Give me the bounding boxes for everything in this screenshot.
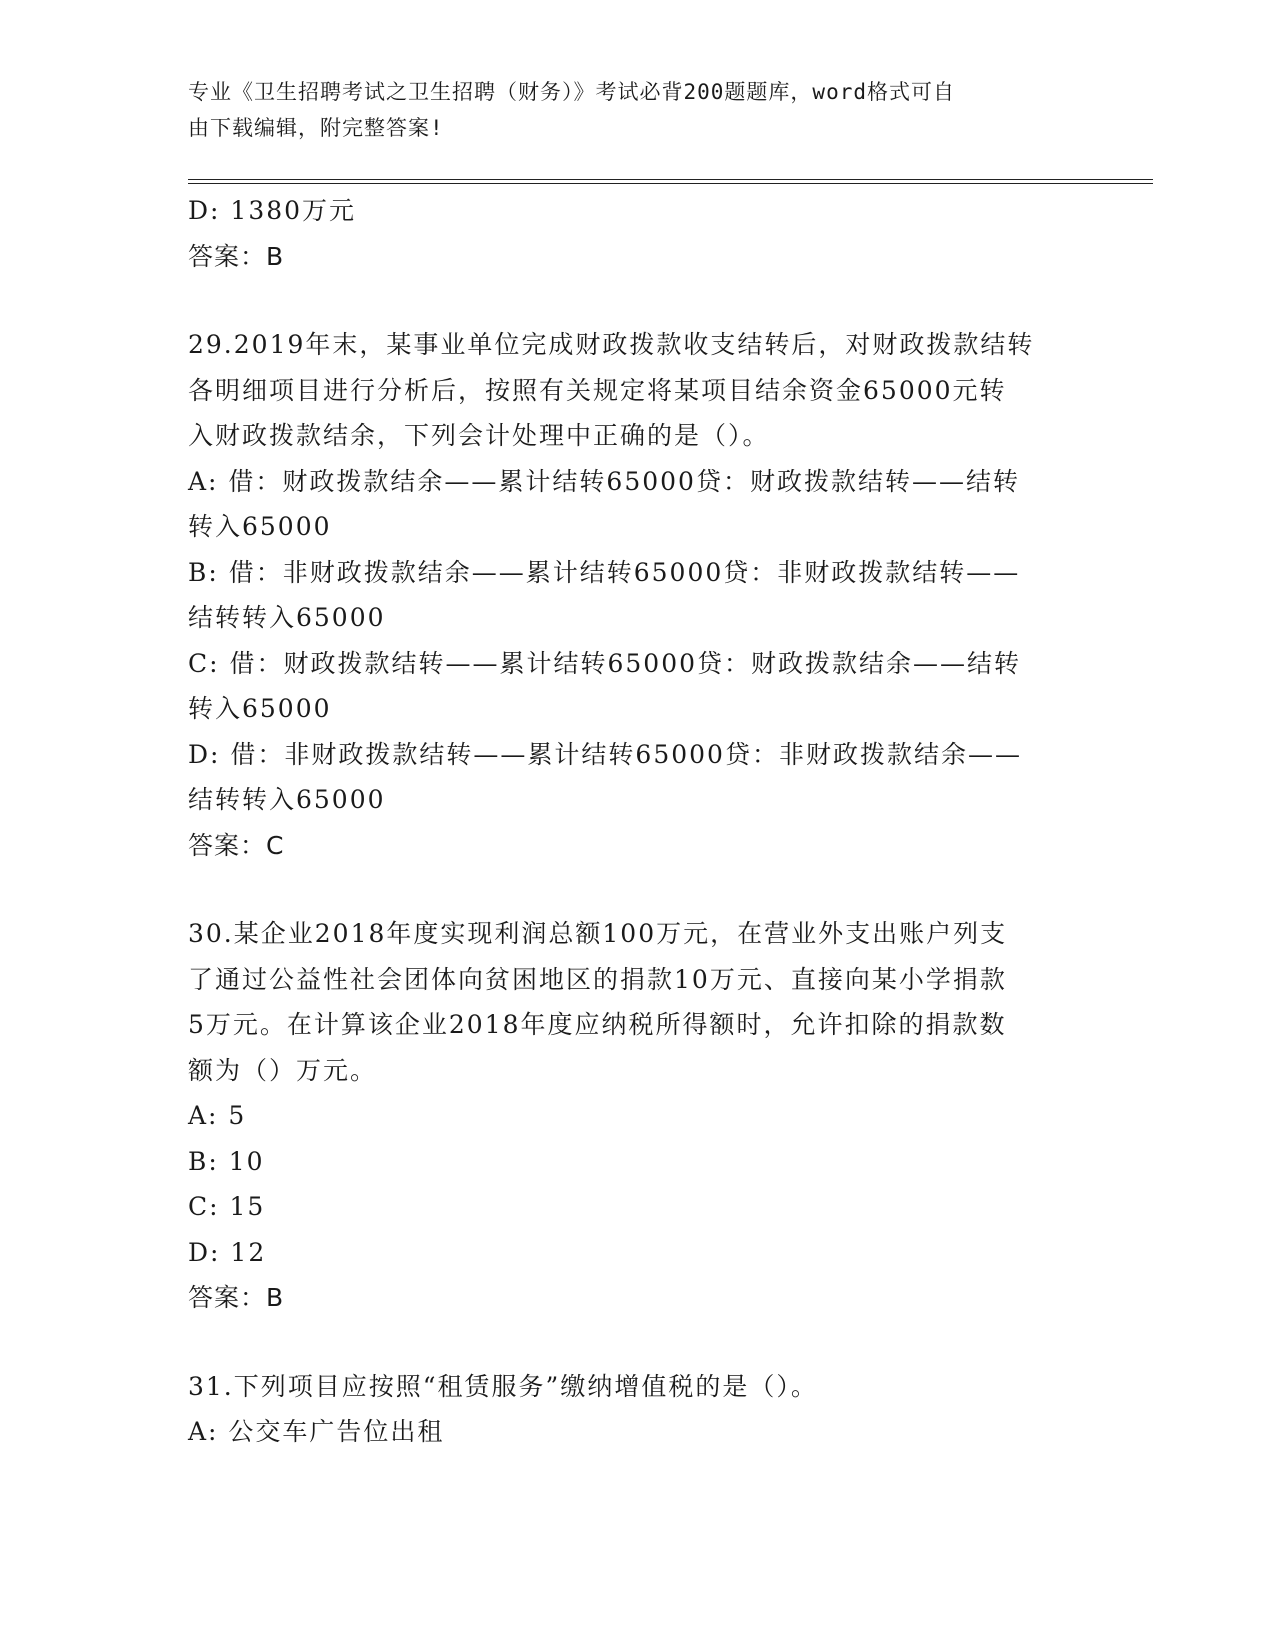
option-d-continued: 结转转入65000 [188,785,386,814]
question-stem-line: 31.下列项目应按照“租赁服务”缴纳增值税的是（）。 [188,1371,818,1401]
option-d: D: 12 [188,1237,267,1267]
header-rule [188,179,1153,180]
option-a: A: 公交车广告位出租 [188,1417,445,1446]
question-30 [188,911,1088,1321]
question-stem-line: 了通过公益性社会团体向贫困地区的捐款10万元、直接向某小学捐款 [188,964,1007,994]
option-c: C: 借：财政拨款结转——累计结转65000贷：财政拨款结余——结转 [188,648,1022,678]
option-a-continued: 转入65000 [188,512,332,541]
option-b: B: 借：非财政拨款结余——累计结转65000贷：非财政拨款结转—— [188,557,1021,587]
question-stem-line: 29.2019年末，某事业单位完成财政拨款收支结转后，对财政拨款结转 [188,330,1035,359]
question-stem-line: 5万元。在计算该企业2018年度应纳税所得额时，允许扣除的捐款数 [188,1010,1007,1039]
question-29 [188,322,1088,868]
option-c: C: 15 [188,1192,266,1221]
question-stem-line: 入财政拨款结余，下列会计处理中正确的是（）。 [188,421,770,450]
previous-question-tail [188,188,1088,279]
page-header [188,74,1068,146]
question-stem-line: 各明细项目进行分析后，按照有关规定将某项目结余资金65000元转 [188,375,1007,405]
option-b: B: 10 [188,1146,265,1176]
option-a: A: 5 [188,1101,247,1130]
option-a: A: 借：财政拨款结余——累计结转65000贷：财政拨款结转——结转 [188,466,1020,496]
answer-label: 答案：C [188,830,285,860]
document-body [188,188,1088,1455]
header-rule-second [188,183,1153,184]
header-line-1: 专业《卫生招聘考试之卫生招聘（财务）》考试必背200题题库，word格式可自 [188,80,955,104]
option-c-continued: 转入65000 [188,694,332,723]
header-line-2: 由下载编辑，附完整答案! [188,116,444,140]
question-stem-line: 30.某企业2018年度实现利润总额100万元，在营业外支出账户列支 [188,919,1008,948]
question-stem-line: 额为（）万元。 [188,1055,378,1085]
answer-label: 答案：B [188,241,285,271]
option-b-continued: 结转转入65000 [188,603,386,632]
option-d: D: 1380万元 [188,196,357,225]
option-d: D: 借：非财政拨款结转——累计结转65000贷：非财政拨款结余—— [188,739,1022,769]
answer-label: 答案：B [188,1283,285,1312]
question-31 [188,1364,1088,1455]
